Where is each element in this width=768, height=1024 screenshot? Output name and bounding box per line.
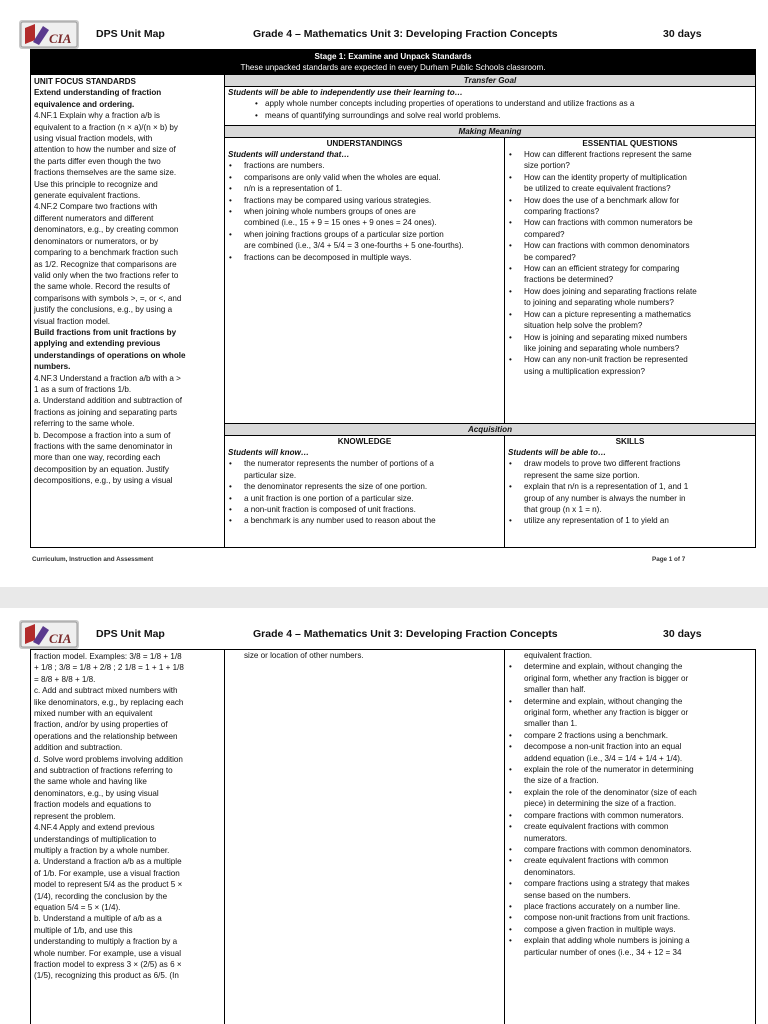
text-line: c. Add and subtract mixed numbers with xyxy=(34,686,178,696)
knowledge-list xyxy=(225,650,504,661)
list-item: using a multiplication expression? xyxy=(524,366,646,376)
text-line: referring to the same whole. xyxy=(34,419,135,429)
list-item: addend equation (i.e., 3/4 = 1/4 + 1/4 + 1/4). xyxy=(524,753,683,763)
knowledge-list xyxy=(225,458,504,526)
list-item: • compose a given fraction in multiple ways. xyxy=(505,924,755,935)
transfer-item: • means of quantifying surroundings and solve real world problems. xyxy=(225,110,755,121)
text-line: fraction, and/or by using properties of xyxy=(34,720,168,730)
list-item: • How can an efficient strategy for comparing xyxy=(505,263,755,274)
text-line: model to represent 5/4 as the product 5 × xyxy=(34,880,183,890)
stage-title: Stage 1: Examine and Unpack Standards xyxy=(314,52,472,61)
text-line: (1/5), recognizing this product as 6/5. (In xyxy=(34,971,179,981)
list-item: represent the same size portion. xyxy=(524,470,640,480)
list-item: • How does joining and separating fractions relate xyxy=(505,286,755,297)
svg-text:CIA: CIA xyxy=(49,31,72,46)
stage-banner xyxy=(31,50,755,75)
document-page-2 xyxy=(0,608,768,1024)
text-line: of 1/b. For example, use a visual fraction xyxy=(34,868,180,878)
skills-list xyxy=(505,650,755,958)
essential-questions-heading: ESSENTIAL QUESTIONS xyxy=(582,139,678,148)
list-item: • the numerator represents the number of portions of a xyxy=(225,458,504,469)
focus-intro xyxy=(34,87,221,110)
text-line: operations and the relationship between xyxy=(34,731,178,741)
list-item: particular number of ones (i.e., 34 + 12 = 34 xyxy=(524,947,682,957)
text-line: addition and subtraction. xyxy=(34,743,123,753)
text-line: denominators or numerators, or by xyxy=(34,236,159,246)
questions-list xyxy=(505,149,755,377)
text-line: equivalence and ordering. xyxy=(34,99,135,109)
unit-focus-standards-continued xyxy=(31,650,224,1024)
text-line: and subtraction of fractions referring to xyxy=(34,766,173,776)
list-item: • a benchmark is any number used to reason about the xyxy=(225,515,504,526)
cia-logo xyxy=(19,20,79,49)
list-item: equivalent fraction. xyxy=(524,651,592,660)
transfer-goal-band: Transfer Goal xyxy=(225,75,755,86)
text-line: a. Understand addition and subtraction of xyxy=(34,396,183,406)
standards-table xyxy=(30,49,756,548)
text-line: denominators, e.g., by creating common xyxy=(34,225,179,235)
text-line: fraction model to express 3 × (2/5) as 6 × xyxy=(34,959,182,969)
text-line: a. Understand a fraction a/b as a multiple xyxy=(34,857,182,867)
text-line: mixed number with an equivalent xyxy=(34,709,153,719)
list-item: to joining and separating whole numbers? xyxy=(524,298,674,308)
text-line: 4.NF.3 Understand a fraction a/b with a > xyxy=(34,373,181,383)
transfer-lead: Students will be able to independently use their learning to… xyxy=(228,88,463,97)
text-line: 4.NF.2 Compare two fractions with xyxy=(34,202,158,212)
text-line: more than one way, recording each xyxy=(34,453,161,463)
cia-logo xyxy=(19,620,79,649)
document-title: Grade 4 – Mathematics Unit 3: Developing Fraction Concepts xyxy=(253,628,558,640)
footer-page-number: Page 1 of 7 xyxy=(652,556,686,563)
standard-4nf3 xyxy=(34,373,221,487)
text-line: justify the conclusions, e.g., by using a xyxy=(34,305,173,315)
list-item: • compare fractions with common denominators. xyxy=(505,844,755,855)
list-item: • fractions can be decomposed in multiple ways. xyxy=(225,252,504,263)
text-line: fraction models and equations to xyxy=(34,800,151,810)
list-item: be compared? xyxy=(524,252,576,262)
list-item: like joining and separating whole numbers? xyxy=(524,343,680,353)
list-item: • create equivalent fractions with common xyxy=(505,855,755,866)
text-line: 4.NF.4 Apply and extend previous xyxy=(34,823,155,833)
text-line: fractions themselves are the same size. xyxy=(34,168,177,178)
list-item: • How can fractions with common numerators be xyxy=(505,217,755,228)
text-line: understandings of multiplication to xyxy=(34,834,157,844)
knowledge-lead: Students will know… xyxy=(228,448,309,457)
list-item: denominators. xyxy=(524,867,576,877)
list-item: • fractions may be compared using various strategies. xyxy=(225,195,504,206)
unit-focus-standards xyxy=(31,75,224,547)
list-item: • explain that adding whole numbers is joining a xyxy=(505,935,755,946)
list-item: piece) in determining the size of a fraction. xyxy=(524,799,677,809)
list-item: • the denominator represents the size of one portion. xyxy=(225,481,504,492)
list-item: • How can the identity property of multiplication xyxy=(505,172,755,183)
text-line: the same whole. Record the results of xyxy=(34,282,170,292)
text-line: whole number. For example, use a visual xyxy=(34,948,182,958)
text-line: generate equivalent fractions. xyxy=(34,191,141,201)
text-line: denominators, e.g., by using visual xyxy=(34,788,159,798)
skills xyxy=(505,447,755,547)
unit-duration: 30 days xyxy=(663,28,702,40)
essential-questions xyxy=(505,149,755,423)
list-item: • n/n is a representation of 1. xyxy=(225,183,504,194)
text-line: equation 5/4 = 5 × (1/4). xyxy=(34,902,121,912)
focus-heading: UNIT FOCUS STANDARDS xyxy=(34,77,136,86)
text-line: b. Understand a multiple of a/b as a xyxy=(34,914,162,924)
page-header xyxy=(16,16,756,52)
list-item: • How can fractions with common denominators xyxy=(505,240,755,251)
list-item: • create equivalent fractions with common xyxy=(505,821,755,832)
list-item: situation help solve the problem? xyxy=(524,321,643,331)
transfer-item: • apply whole number concepts including properties of operations to understand and utilize fractions as a xyxy=(225,98,755,109)
skills-heading: SKILLS xyxy=(615,437,645,446)
understandings-lead: Students will understand that… xyxy=(228,150,350,159)
text-line: comparisons with symbols >, =, or <, and xyxy=(34,293,182,303)
list-item: • explain that n/n is a representation of 1, and 1 xyxy=(505,481,755,492)
list-item: • compose non-unit fractions from unit fractions. xyxy=(505,912,755,923)
list-item: that group (n x 1 = n). xyxy=(524,505,602,515)
list-item: • compare fractions with common numerators. xyxy=(505,810,755,821)
list-item: numerators. xyxy=(524,833,568,843)
page-separator xyxy=(0,587,768,608)
list-item: • a non-unit fraction is composed of unit fractions. xyxy=(225,504,504,515)
list-item: • determine and explain, without changing the xyxy=(505,696,755,707)
text-line: multiple of 1/b, and use this xyxy=(34,925,133,935)
standards-table-continued xyxy=(30,649,756,1024)
text-line: numbers. xyxy=(34,362,71,372)
standard-4nf1-4nf2 xyxy=(34,110,221,327)
text-line: using visual fraction models, with xyxy=(34,134,153,144)
list-item: smaller than 1. xyxy=(524,719,578,729)
understandings xyxy=(225,149,504,423)
list-item: size or location of other numbers. xyxy=(244,651,364,660)
list-item: • How can different fractions represent the same xyxy=(505,149,755,160)
text-line: multiply a fraction by a whole number. xyxy=(34,845,170,855)
text-line: b. Decompose a fraction into a sum of xyxy=(34,430,171,440)
text-line: equivalent to a fraction (n × a)/(n × b) by xyxy=(34,122,178,132)
text-line: + 1/8 ; 3/8 = 1/8 + 2/8 ; 2 1/8 = 1 + 1 + 1/8 xyxy=(34,663,184,673)
list-item: • explain the role of the numerator in determining xyxy=(505,764,755,775)
list-item: fractions be determined? xyxy=(524,275,614,285)
list-item: • compare fractions using a strategy that makes xyxy=(505,878,755,889)
text-line: = 8/8 + 8/8 + 1/8. xyxy=(34,674,96,684)
footer-department: Curriculum, Instruction and Assessment xyxy=(32,556,154,563)
list-item: sense based on the numbers. xyxy=(524,890,631,900)
text-line: attention to how the number and size of xyxy=(34,145,176,155)
skills-list xyxy=(505,458,755,526)
list-item: • when joining whole numbers groups of ones are xyxy=(225,206,504,217)
text-line: fractions as joining and separating parts xyxy=(34,407,178,417)
knowledge-heading: KNOWLEDGE xyxy=(337,437,392,446)
list-item: combined (i.e., 15 + 9 = 15 ones + 9 ones = 24 ones). xyxy=(244,218,437,228)
understandings-heading: UNDERSTANDINGS xyxy=(326,139,403,148)
making-meaning-band: Making Meaning xyxy=(225,126,755,137)
list-item: • How can a picture representing a mathematics xyxy=(505,309,755,320)
list-item: • compare 2 fractions using a benchmark. xyxy=(505,730,755,741)
text-line: Use this principle to recognize and xyxy=(34,179,158,189)
list-item: are combined (i.e., 3/4 + 5/4 = 3 one-fourths + 5 one-fourths). xyxy=(244,241,464,251)
list-item: original form, whether any fraction is bigger or xyxy=(524,708,689,718)
text-line: (1/4), recording the conclusion by the xyxy=(34,891,168,901)
acquisition-band: Acquisition xyxy=(225,424,755,435)
focus-build xyxy=(34,327,221,373)
text-line: understanding to multiply a fraction by a xyxy=(34,937,178,947)
text-line: decomposition by an equation. Justify xyxy=(34,464,169,474)
list-item: compared? xyxy=(524,229,565,239)
transfer-goal xyxy=(225,87,755,125)
text-line: 1 as a sum of fractions 1/b. xyxy=(34,384,132,394)
text-line: Build fractions from unit fractions by xyxy=(34,327,177,337)
text-line: the same whole and having like xyxy=(34,777,147,787)
list-item: • fractions are numbers. xyxy=(225,160,504,171)
list-item: • utilize any representation of 1 to yield an xyxy=(505,515,755,526)
unit-map-label: DPS Unit Map xyxy=(96,28,165,40)
knowledge xyxy=(225,447,504,547)
text-line: comparing to a benchmark fraction such xyxy=(34,248,178,258)
list-item: • How can any non-unit fraction be represented xyxy=(505,354,755,365)
text-line: Extend understanding of fraction xyxy=(34,88,162,98)
list-item: size portion? xyxy=(524,161,570,171)
list-item: • How does the use of a benchmark allow for xyxy=(505,195,755,206)
list-item: • draw models to prove two different fractions xyxy=(505,458,755,469)
list-item: smaller than half. xyxy=(524,685,586,695)
list-item: group of any number is always the number in xyxy=(524,493,686,503)
text-line: decompositions, e.g., by using a visual xyxy=(34,476,173,486)
list-item: • a unit fraction is one portion of a particular size. xyxy=(225,493,504,504)
understandings-list xyxy=(225,160,504,263)
list-item: particular size. xyxy=(244,470,297,480)
list-item: • determine and explain, without changing the xyxy=(505,661,755,672)
text-line: 4.NF.1 Explain why a fraction a/b is xyxy=(34,111,160,121)
knowledge-continued xyxy=(225,650,504,1024)
list-item: • when joining fractions groups of a particular size portion xyxy=(225,229,504,240)
list-item: comparing fractions? xyxy=(524,207,600,217)
document-title: Grade 4 – Mathematics Unit 3: Developing Fraction Concepts xyxy=(253,28,558,40)
text-line: as 1/2. Recognize that comparisons are xyxy=(34,259,177,269)
list-item: • explain the role of the denominator (size of each xyxy=(505,787,755,798)
list-item: the size of a fraction. xyxy=(524,776,599,786)
text-line: understandings of operations on whole xyxy=(34,350,186,360)
skills-continued xyxy=(505,650,755,1024)
list-item: original form, whether any fraction is bigger or xyxy=(524,673,689,683)
stage-subtitle: These unpacked standards are expected in every Durham Public Schools classroom. xyxy=(240,63,546,73)
text-line: d. Solve word problems involving addition xyxy=(34,754,183,764)
text-line: visual fraction model. xyxy=(34,316,111,326)
text-line: fractions with the same denominator in xyxy=(34,442,173,451)
text-line: the parts differ even though the two xyxy=(34,156,161,166)
svg-text:CIA: CIA xyxy=(49,631,72,646)
list-item: be utilized to create equivalent fractions? xyxy=(524,184,671,194)
page-header xyxy=(16,616,756,652)
transfer-list xyxy=(225,98,755,121)
text-line: valid only when the two fractions refer to xyxy=(34,270,179,280)
text-line: represent the problem. xyxy=(34,811,116,821)
text-line: different numerators and different xyxy=(34,213,154,223)
list-item: • How is joining and separating mixed numbers xyxy=(505,332,755,343)
text-line: applying and extending previous xyxy=(34,339,161,349)
text-line: like denominators, e.g., by replacing each xyxy=(34,697,184,707)
list-item: • comparisons are only valid when the wholes are equal. xyxy=(225,172,504,183)
skills-lead: Students will be able to… xyxy=(508,448,607,457)
unit-map-label: DPS Unit Map xyxy=(96,628,165,640)
text-line: fraction model. Examples: 3/8 = 1/8 + 1/8 xyxy=(34,652,182,661)
list-item: • decompose a non-unit fraction into an equal xyxy=(505,741,755,752)
list-item: • place fractions accurately on a number line. xyxy=(505,901,755,912)
unit-duration: 30 days xyxy=(663,628,702,640)
